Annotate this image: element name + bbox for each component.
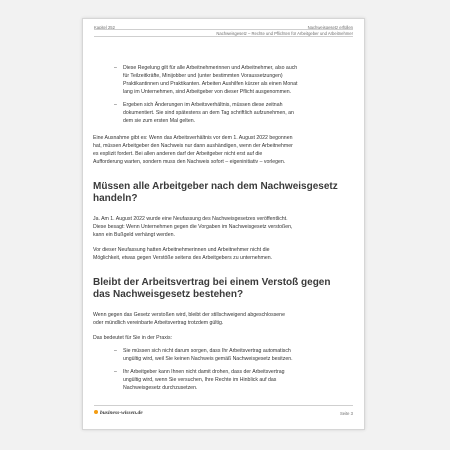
heading-line: Müssen alle Arbeitgeber nach dem Nachweisgesetz (93, 181, 338, 192)
publisher-logo (94, 410, 143, 416)
text-line: kann ein Bußgeld verhängt werden. (93, 232, 175, 238)
text-line: oder mündlich vereinbarte Arbeitsvertrag trotzdem gültig. (93, 320, 224, 326)
paragraph (93, 334, 344, 342)
text-line: Praktikantinnen und Praktikanten. Arbeiten Aushilfen kürzer als einen Monat (123, 81, 298, 87)
paragraph (93, 134, 344, 166)
text-line: dem sie zum ersten Mal gelten. (123, 118, 196, 124)
text-line: Das bedeutet für Sie in der Praxis: (93, 335, 173, 341)
text-line: Diese besagt: Wenn Unternehmen gegen die Vorgaben im Nachweisgesetz verstoßen, (93, 224, 293, 230)
text-line: – Sie müssen sich nicht darum sorgen, dass Ihr Arbeitsvertrag automatisch (123, 348, 291, 354)
logo-text: business-wissen.de (100, 410, 143, 416)
text-line: Vor dieser Neufassung hatten Arbeitnehmerinnen und Arbeitnehmer nicht die (93, 247, 270, 253)
bullet-item (113, 64, 344, 96)
page-content (93, 64, 344, 392)
text-line: ungültig wird, wenn Sie versuchen, Ihre Rechte im Hinblick auf das (123, 377, 277, 383)
paragraph (93, 215, 344, 239)
text-line: – Ergeben sich Änderungen im Arbeitsverhältnis, müssen diese zeitnah (123, 102, 283, 108)
page-header (83, 19, 364, 41)
text-line: Wenn gegen das Gesetz verstoßen wird, bleibt der stillschweigend abgeschlossene (93, 312, 285, 318)
section-heading (93, 181, 344, 205)
text-line: hat, müssen Arbeitgeber den Nachweis nur dann aushändigen, wenn der Arbeitnehmer (93, 143, 293, 149)
text-line: für Teilzeitkräfte, Minijobber und (unter bestimmten Voraussetzungen) (123, 73, 283, 79)
text-line: Eine Ausnahme gibt es: Wenn das Arbeitsverhältnis vor dem 1. August 2022 begonnen (93, 135, 293, 141)
text-line: lang im Unternehmen, sind Arbeitgeber von dieser Pflicht ausgenommen. (123, 89, 292, 95)
page-footer (94, 405, 353, 417)
bullet-item (113, 101, 344, 125)
text-line: Ja. Am 1. August 2022 wurde eine Neufassung des Nachweisgesetzes veröffentlicht. (93, 216, 288, 222)
document-page (82, 18, 365, 430)
bullet-item (113, 347, 344, 363)
text-line: Aufforderung warten, sondern muss den Nachweis sofort – eigeninitiativ – vorlegen. (93, 159, 286, 165)
text-line: Möglichkeit, etwas gegen Verstöße seitens des Arbeitgebers zu unternehmen. (93, 255, 273, 261)
bullet-item (113, 368, 344, 392)
chapter-label: Kapitel 252 (94, 25, 115, 30)
heading-line: das Nachweisgesetz bestehen? (93, 289, 244, 300)
heading-line: handeln? (93, 193, 138, 204)
header-rule-lower (94, 36, 353, 37)
logo-dot-icon (94, 410, 98, 414)
footer-rule (94, 405, 353, 406)
text-line: es explizit fordert. Bei allen anderen darf der Arbeitgeber nicht erst auf die (93, 151, 263, 157)
section-heading (93, 277, 344, 301)
text-line: ungültig wird, weil Sie keinen Nachweis gemäß Nachweisgesetz besitzen. (123, 356, 293, 362)
text-line: – Ihr Arbeitgeber kann Ihnen nicht damit drohen, dass der Arbeitsvertrag (123, 369, 285, 375)
heading-line: Bleibt der Arbeitsvertrag bei einem Verstoß gegen (93, 277, 331, 288)
page-number: Seite 3 (339, 411, 353, 416)
text-line: Nachweisgesetz durchzusetzen. (123, 385, 198, 391)
header-title: Nachweisgesetz erfüllen (307, 25, 353, 30)
paragraph (93, 311, 344, 327)
header-subtitle: Nachweisgesetz – Rechte und Pflichten für Arbeitgeber und Arbeitnehmer (216, 30, 353, 36)
text-line: dokumentiert. Sie sind spätestens an dem Tag schriftlich aufzunehmen, an (123, 110, 294, 116)
paragraph (93, 246, 344, 262)
text-line: – Diese Regelung gilt für alle Arbeitnehmerinnen und Arbeitnehmer, also auch (123, 65, 298, 71)
